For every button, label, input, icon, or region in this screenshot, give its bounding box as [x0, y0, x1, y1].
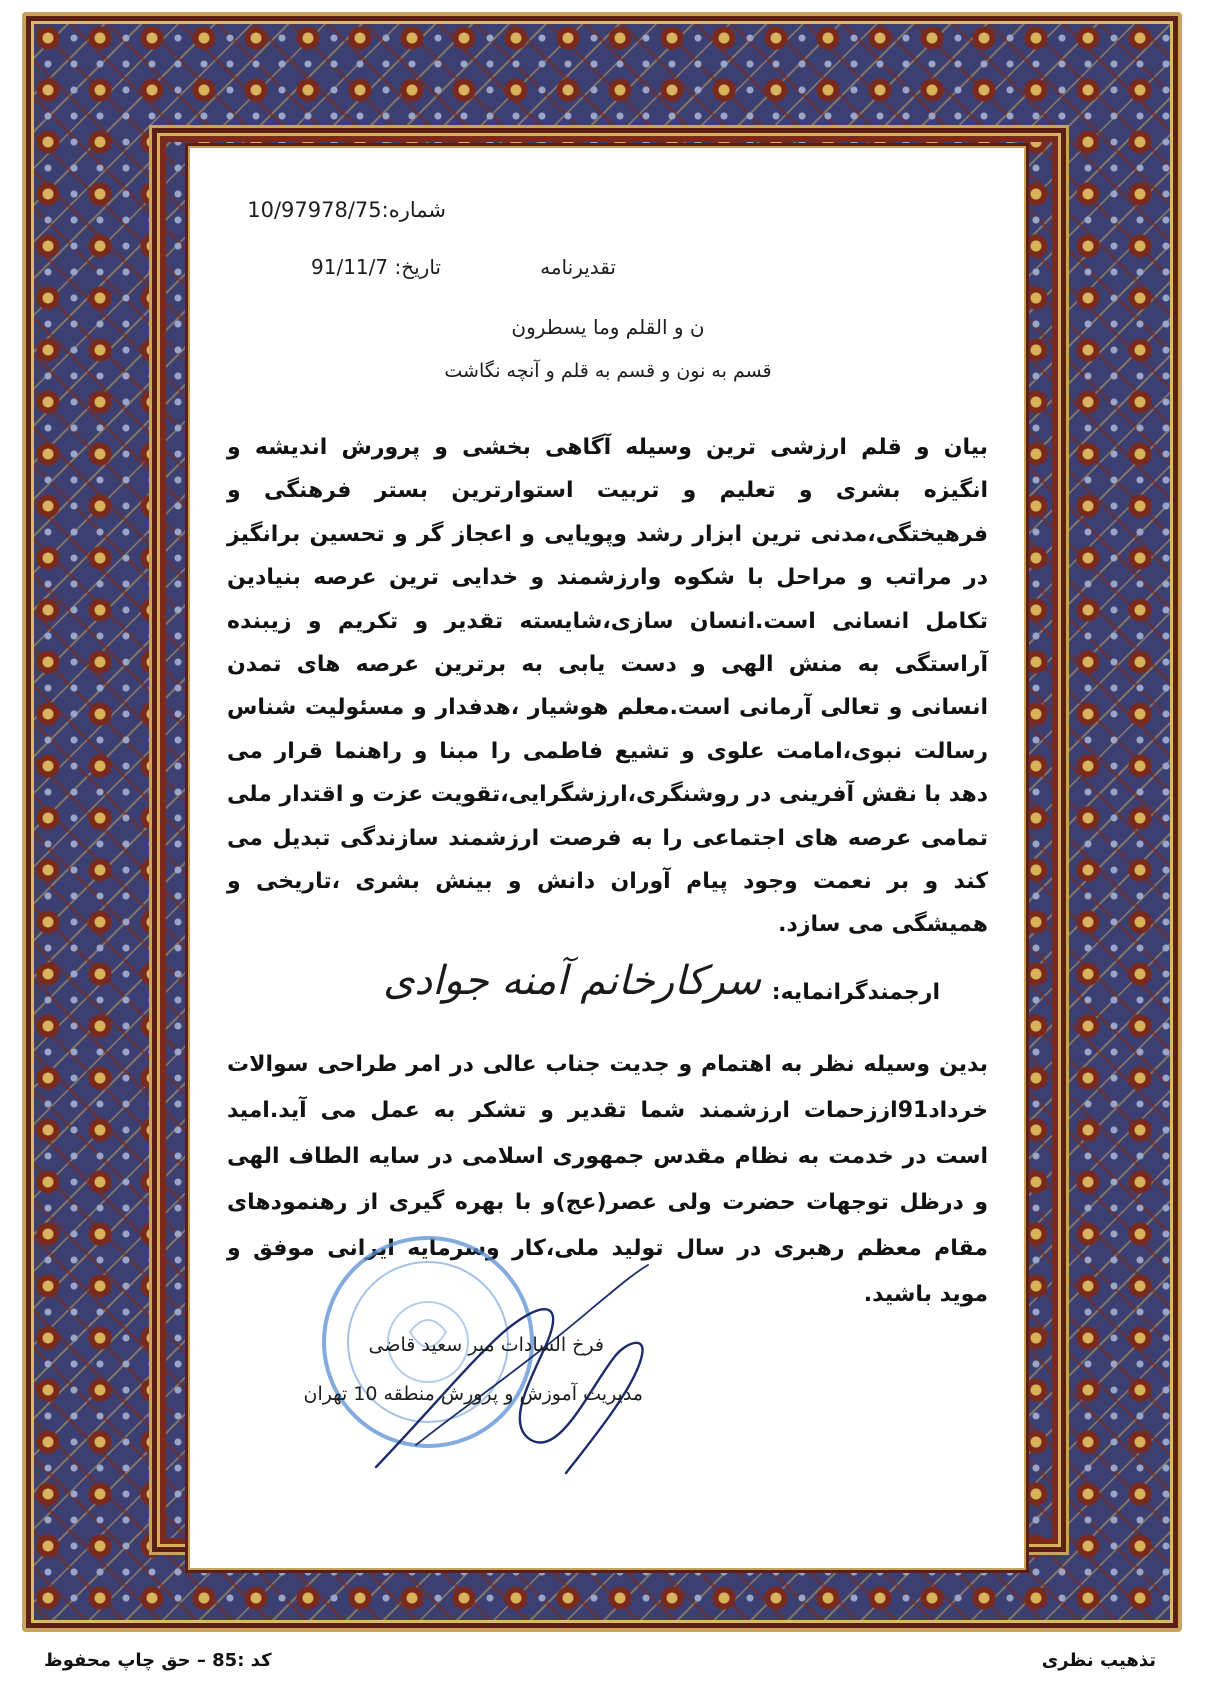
body-paragraph-2: بدین وسیله نظر به اهتمام و جدیت جناب عالی در امر طراحی سوالات خرداد91اززحمات ارزشمند شما تقدیر و تشکر به عمل می آید.امید است در خدمت به نظام مقدس جمهوری اسلامی در سایه الطاف الهی و درظل توجهات حضرت ولی عصر(عج)و با بهره گیری از رهنمودهای مقام معظم رهبری در سال تولید ملی،کار وسرمایه ایرانی موفق و موید باشید.	[227, 1052, 988, 1307]
footer-publisher: تذهیب نظری	[1041, 1650, 1156, 1671]
signer-name: فرخ السادات میر سعید قاضی	[368, 1334, 604, 1356]
quran-verse: ن و القلم وما یسطرون	[511, 315, 705, 339]
recipient-label: ارجمندگرانمایه:	[771, 980, 940, 1005]
document-date: تاریخ: 91/11/7	[311, 255, 441, 279]
quran-translation: قسم به نون و قسم به قلم و آنچه نگاشت	[444, 360, 772, 382]
signer-organization: مدیریت آموزش و پرورش منطقه 10 تهران	[303, 1383, 643, 1405]
footer-code: کد :85 – حق چاپ محفوظ	[44, 1650, 272, 1671]
document-number: شماره:10/97978/75	[247, 198, 446, 222]
signature	[356, 1235, 656, 1483]
body-paragraph-1: بیان و قلم ارزشی ترین وسیله آگاهی بخشی و پرورش اندیشه و انگیزه بشری و تعلیم و تربیت استوارترین بستر فرهنگی و فرهیختگی،مدنی ترین ابزار رشد وپویایی و اعجاز گر و تحسین برانگیز در مراتب و مراحل با شکوه وارزشمند و خدایی ترین عرصه بنیادین تکامل انسانی است.انسان سازی،شایسته تقدیر و تکریم و زیبنده آراستگی به منش الهی و دست یابی به برترین عرصه های تمدن انسانی و تعالی آرمانی است.معلم هوشیار ،هدفدار و مسئولیت شناس رسالت نبوی،امامت علوی و تشیع فاطمی را مبنا و راهنما قرار می دهد با نقش آفرینی در روشنگری،ارزشگرایی،تقویت عزت و اقتدار ملی تمامی عرصه های اجتماعی را به فرصت ارزشمند سازندگی تبدیل می کند و بر نعمت وجود پیام آوران دانش و بینش بشری ،تاریخی و همیشگی می سازد.	[227, 435, 988, 938]
recipient-name-handwritten: سرکارخانم آمنه جوادی	[383, 958, 761, 1004]
document-title: تقدیرنامه	[540, 255, 616, 279]
